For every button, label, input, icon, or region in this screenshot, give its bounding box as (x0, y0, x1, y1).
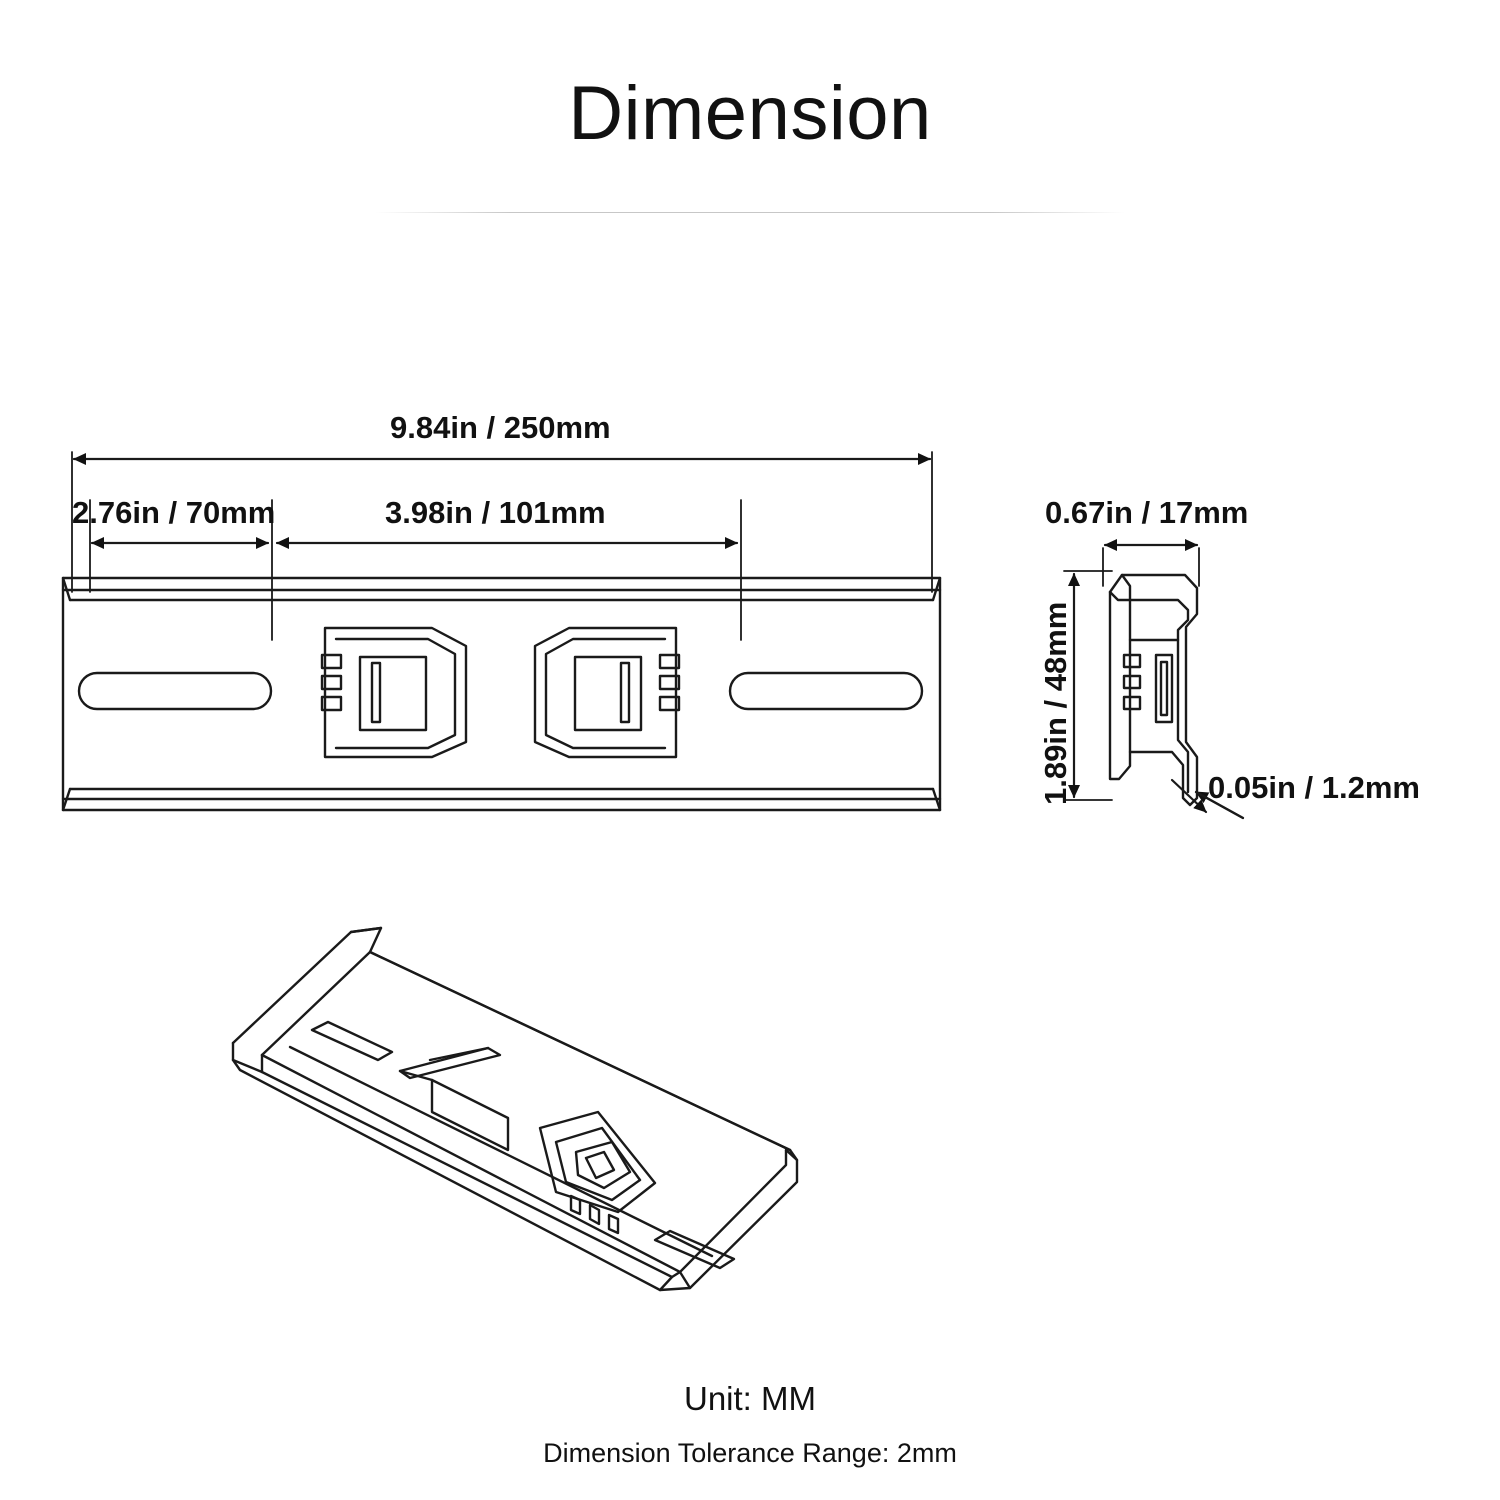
dimension-label-profile-width: 0.67in / 17mm (1045, 495, 1249, 530)
dimension-label-end-to-slot: 2.76in / 70mm (72, 495, 276, 530)
front-view-dimension-lines (72, 452, 932, 640)
dimension-label-material-thickness: 0.05in / 1.2mm (1208, 770, 1420, 805)
isometric-view-geometry (233, 928, 797, 1290)
dimension-label-slot-spacing: 3.98in / 101mm (385, 495, 606, 530)
page-title: Dimension (568, 71, 932, 156)
dimension-label-overall-length: 9.84in / 250mm (390, 410, 611, 445)
front-view-geometry (63, 578, 940, 810)
unit-note: Unit: MM (684, 1380, 816, 1417)
section-view-geometry (1110, 575, 1197, 805)
tolerance-note: Dimension Tolerance Range: 2mm (543, 1438, 957, 1468)
dimension-label-profile-height: 1.89in / 48mm (1038, 601, 1073, 805)
